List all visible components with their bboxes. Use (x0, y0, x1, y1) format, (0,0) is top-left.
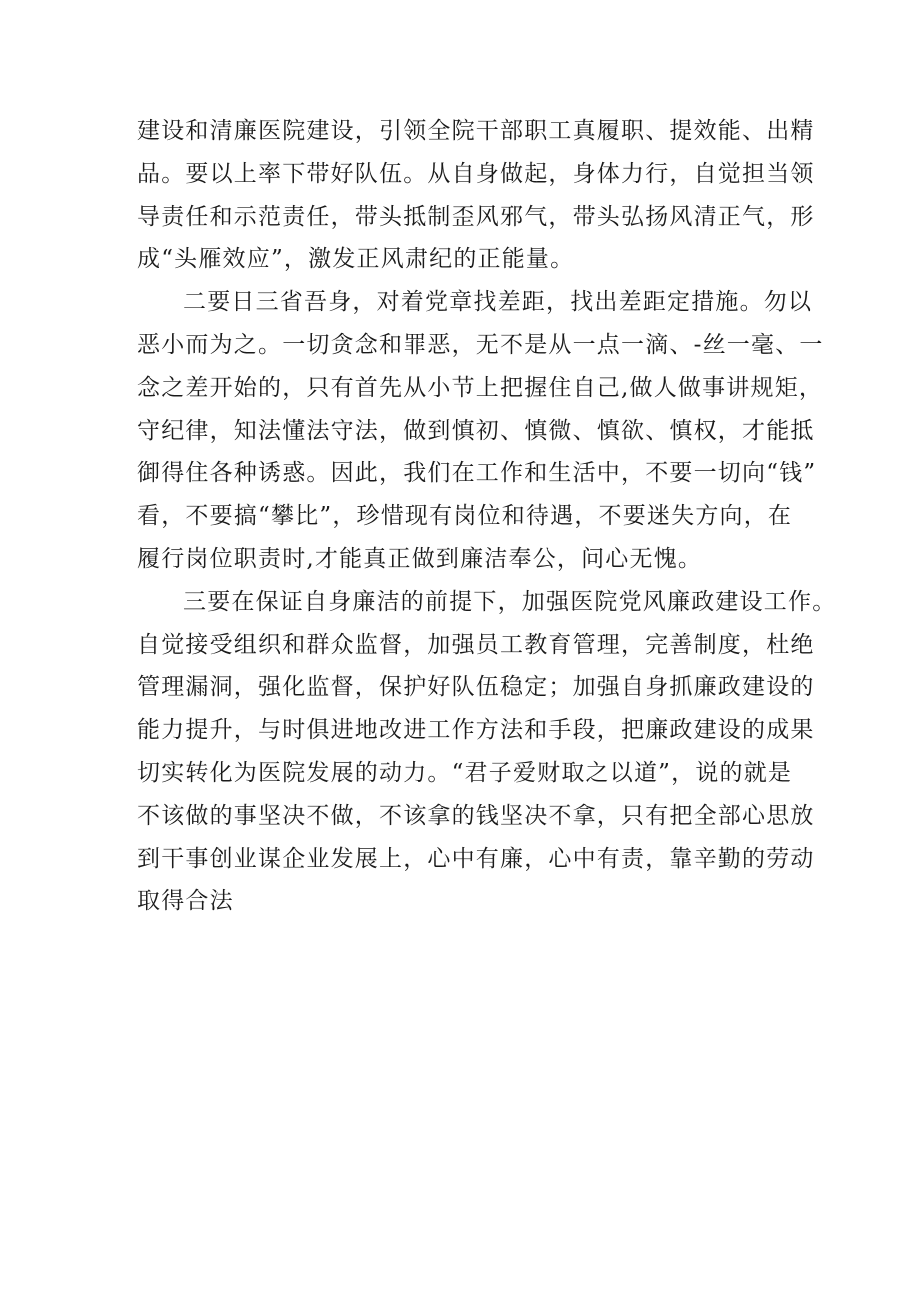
text-line: 恶小而为之。一切贪念和罪恶，无不是从一点一滴、-丝一毫、一 (137, 331, 824, 358)
text-line: 切实转化为医院发展的动力。“君子爱财取之以道”，说的就是 (137, 759, 793, 786)
text-line: 能力提升，与时俱进地改进工作方法和手段，把廉政建设的成果 (137, 717, 815, 744)
text-line: 建设和清廉医院建设，引领全院干部职工真履职、提效能、出精 (137, 118, 815, 144)
text-line: 履行岗位职责时,才能真正做到廉洁奉公，问心无愧。 (137, 545, 703, 572)
text-line: 御得住各种诱惑。因此，我们在工作和生活中，不要一切向“钱” (137, 460, 817, 487)
text-line: 自觉接受组织和群众监督，加强员工教育管理，完善制度，杜绝 (137, 631, 815, 658)
text-line: 管理漏洞，强化监督，保护好队伍稳定；加强自身抓廉政建设的 (137, 674, 815, 701)
text-line: 品。要以上率下带好队伍。从自身做起，身体力行，自觉担当领 (137, 160, 815, 187)
text-line: 到干事创业谋企业发展上，心中有廉，心中有责，靠辛勤的劳动 (137, 845, 815, 872)
text-line: 取得合法 (137, 888, 234, 915)
text-line: 看，不要搞“攀比”，珍惜现有岗位和待遇，不要迷失方向，在 (137, 503, 793, 530)
text-line: 成“头雁效应”，激发正风肃纪的正能量。 (137, 246, 575, 273)
text-line: 不该做的事坚决不做，不该拿的钱坚决不拿，只有把全部心思放 (137, 802, 815, 829)
paragraph-start-line: 三要在保证自身廉洁的前提下，加强医院党风廉政建设工作。 (183, 588, 837, 615)
document-body (137, 110, 837, 923)
text-line: 导责任和示范责任，带头抵制歪风邪气，带头弘扬风清正气，形 (137, 203, 815, 230)
paragraph-start-line: 二要日三省吾身，对着党章找差距，找出差距定措施。勿以 (183, 289, 813, 316)
text-line: 念之差开始的，只有首先从小节上把握住自己,做人做事讲规矩， (137, 374, 824, 401)
text-line: 守纪律，知法懂法守法，做到慎初、慎微、慎欲、慎权，才能抵 (137, 417, 815, 444)
